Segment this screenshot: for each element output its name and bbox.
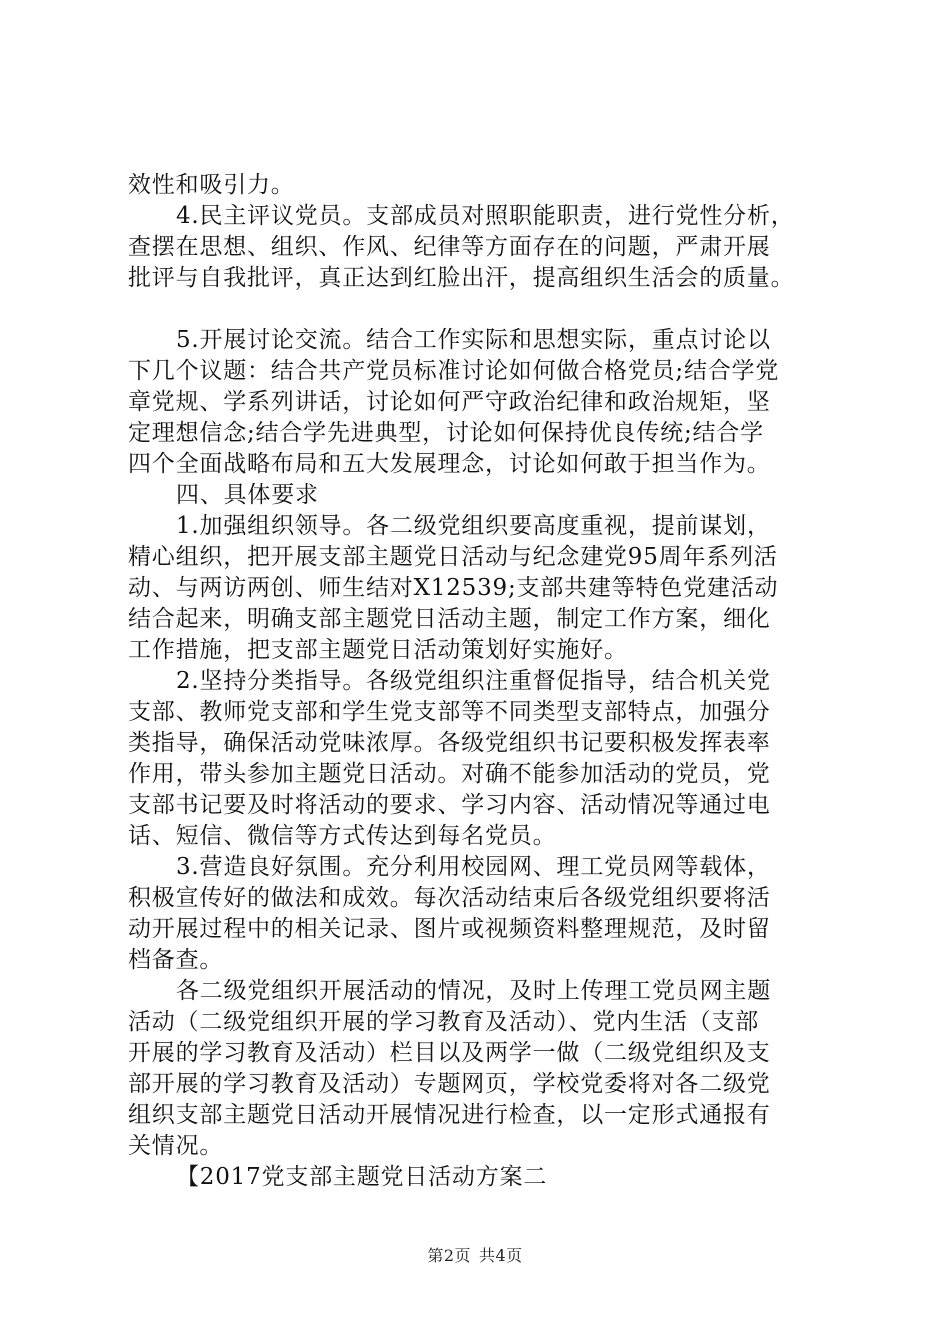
page-footer — [0, 1246, 950, 1266]
text-line: 类指导，确保活动党味浓厚。各级党组织书记要积极发挥表率 — [128, 730, 771, 756]
text-line: 各二级党组织开展活动的情况，及时上传理工党员网主题 — [176, 978, 771, 1004]
text-line: 动、与两访两创、师生结对X12539;支部共建等特色党建活动 — [128, 575, 779, 601]
text-line: 3.营造良好氛围。充分利用校园网、理工党员网等载体， — [176, 854, 771, 880]
text-line: 关情况。 — [128, 1133, 224, 1159]
page-total: 共4页 — [479, 1246, 523, 1265]
text-line: 1.加强组织领导。各二级党组织要高度重视，提前谋划， — [176, 513, 771, 539]
text-line: 部开展的学习教育及活动）专题网页，学校党委将对各二级党 — [128, 1071, 771, 1097]
text-line: 5.开展讨论交流。结合工作实际和思想实际，重点讨论以 — [176, 327, 771, 353]
text-line: 下几个议题：结合共产党员标准讨论如何做合格党员;结合学党 — [128, 358, 780, 384]
text-line: 作用，带头参加主题党日活动。对确不能参加活动的党员，党 — [128, 761, 771, 787]
text-line: 效性和吸引力。 — [128, 172, 295, 198]
text-line: 组织支部主题党日活动开展情况进行检查，以一定形式通报有 — [128, 1102, 771, 1128]
text-line: 章党规、学系列讲话，讨论如何严守政治纪律和政治规矩，坚 — [128, 389, 771, 415]
text-line: 查摆在思想、组织、作风、纪律等方面存在的问题，严肃开展 — [128, 234, 771, 260]
text-line: 工作措施，把支部主题党日活动策划好实施好。 — [128, 637, 628, 663]
document-body — [128, 170, 828, 1193]
text-line: 支部、教师党支部和学生党支部等不同类型支部特点，加强分 — [128, 699, 771, 725]
text-line: 开展的学习教育及活动）栏目以及两学一做（二级党组织及支 — [128, 1040, 771, 1066]
text-line: 积极宣传好的做法和成效。每次活动结束后各级党组织要将活 — [128, 885, 771, 911]
text-line: 活动（二级党组织开展的学习教育及活动）、党内生活（支部 — [128, 1009, 760, 1035]
text-line: 动开展过程中的相关记录、图片或视频资料整理规范，及时留 — [128, 916, 771, 942]
text-line: 支部书记要及时将活动的要求、学习内容、活动情况等通过电 — [128, 792, 771, 818]
text-line: 2.坚持分类指导。各级党组织注重督促指导，结合机关党 — [176, 668, 771, 694]
text-line: 四、具体要求 — [176, 482, 319, 508]
blank-line — [128, 294, 828, 325]
text-line: 话、短信、微信等方式传达到每名党员。 — [128, 823, 557, 849]
text-line: 定理想信念;结合学先进典型，讨论如何保持优良传统;结合学 — [128, 420, 764, 446]
text-line: 结合起来，明确支部主题党日活动主题，制定工作方案，细化 — [128, 606, 771, 632]
text-line: 四个全面战略布局和五大发展理念，讨论如何敢于担当作为。 — [128, 451, 771, 477]
text-line: 档备查。 — [128, 947, 224, 973]
text-line: 批评与自我批评，真正达到红脸出汗，提高组织生活会的质量。 — [128, 265, 795, 291]
page-number: 第2页 — [427, 1246, 471, 1265]
text-line: 精心组织，把开展支部主题党日活动与纪念建党95周年系列活 — [128, 544, 778, 570]
text-line: 【2017党支部主题党日活动方案二 — [176, 1164, 548, 1190]
text-line: 4.民主评议党员。支部成员对照职能职责，进行党性分析， — [176, 203, 795, 229]
